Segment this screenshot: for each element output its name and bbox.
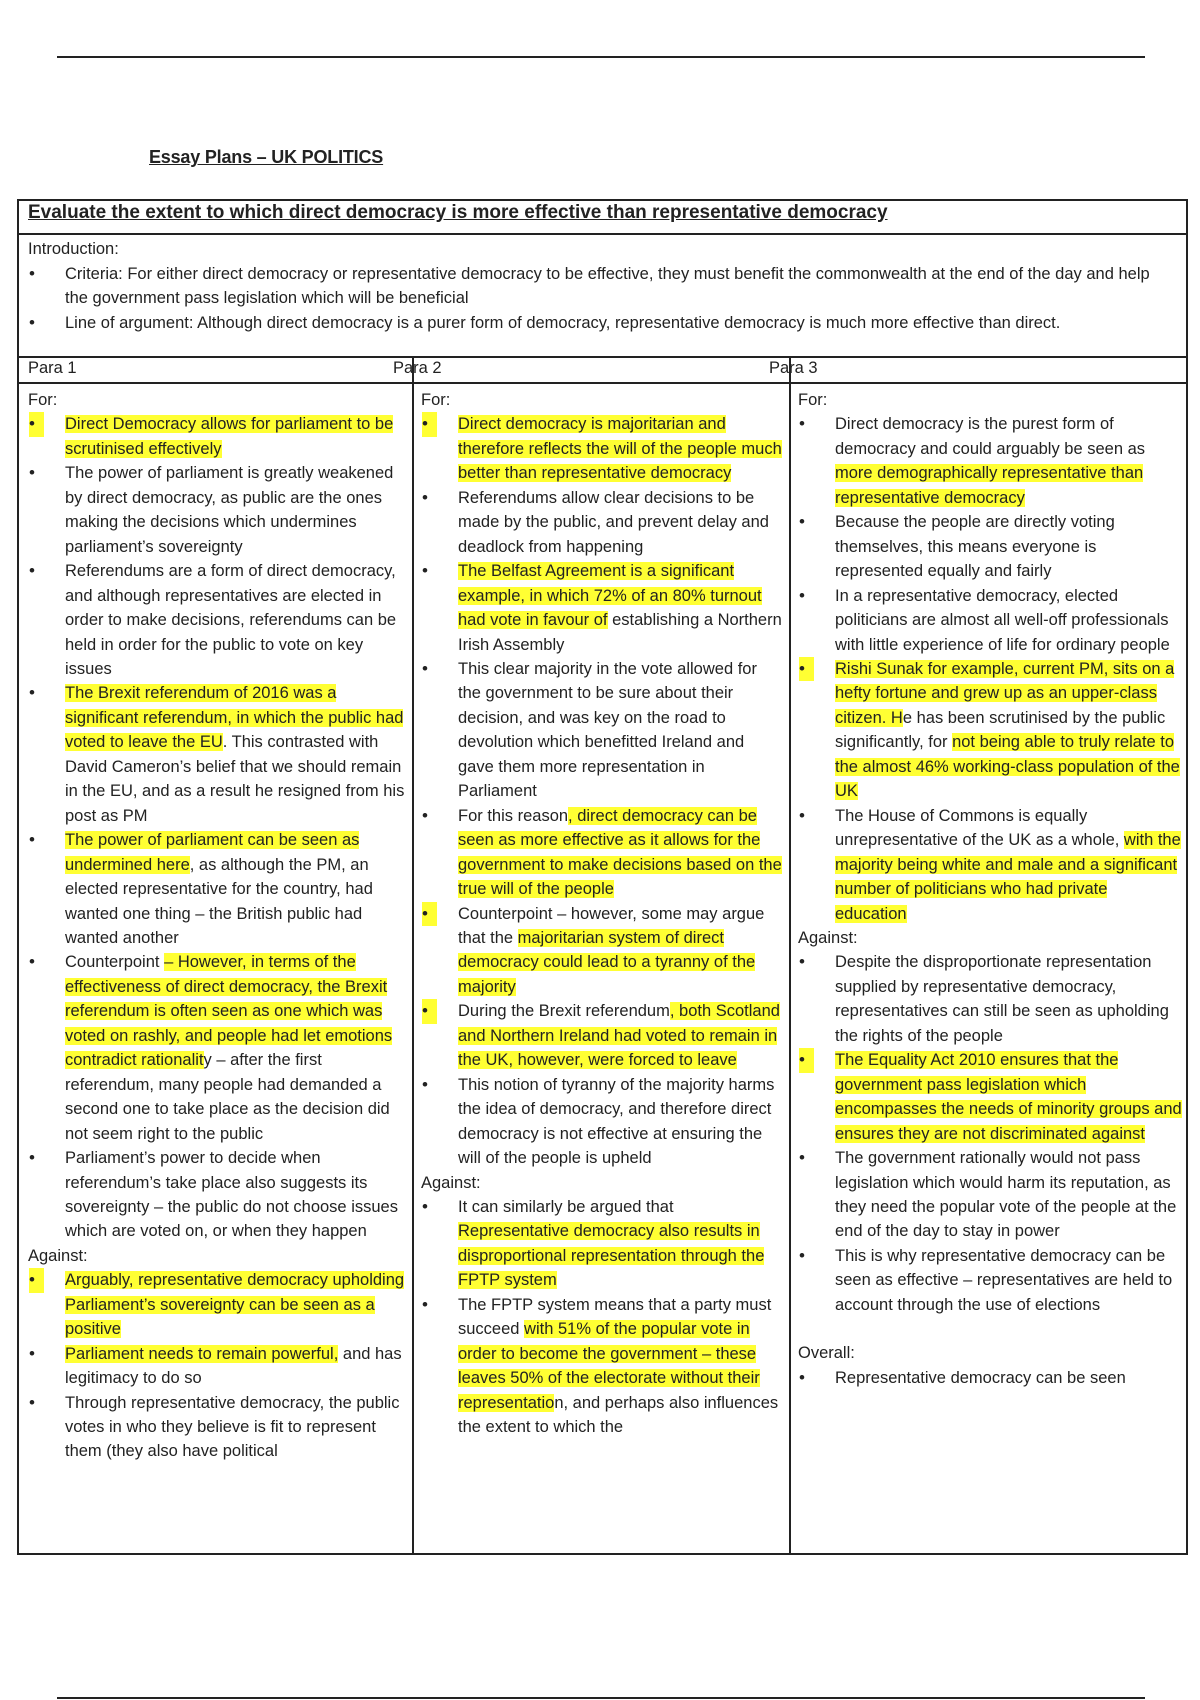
list-item: [28, 828, 406, 950]
highlighted-text: Direct democracy is majoritarian and therefore reflects the will of the people much better than representative democracy: [458, 415, 782, 483]
list-item: • Through representative democracy, the public votes in who they believe is fit to represent them (they also have political: [28, 1391, 406, 1464]
list-item: [421, 999, 783, 1072]
introduction-row: [19, 235, 1186, 358]
text: During the Brexit referendum: [458, 1002, 670, 1021]
spacer: [798, 1317, 1182, 1341]
text: Counterpoint – however, some may argue that the: [458, 904, 765, 947]
list-item: [421, 804, 783, 902]
list-item: [798, 1048, 1182, 1146]
list-item: [421, 559, 783, 657]
para2-for-label: For:: [421, 391, 451, 409]
footer-rule: [57, 1697, 1145, 1699]
highlighted-text: , direct democracy can be seen as more effective as it allows for the government to make decisions based on the true will of the people: [458, 806, 782, 899]
list-item: [28, 1268, 406, 1341]
para3-for-label: For:: [798, 391, 828, 409]
para2-heading: Para 2: [393, 359, 442, 377]
para3-for-list: [798, 412, 1182, 926]
introduction-criteria: • Criteria: For either direct democracy or representative democracy to be effective, they must benefit the commonwealth at the end of the day and help the government pass legislation which will be beneficial: [28, 262, 1177, 311]
list-item: [421, 1293, 783, 1440]
list-item: [28, 681, 406, 828]
highlighted-text: The Belfast Agreement is a significant example, in which 72% of an 80% turnout had vote in favour of: [458, 562, 762, 630]
list-item: • Referendums are a form of direct democracy, and although representatives are elected in order to make decisions, referendums can be held in order for the public to vote on key issues: [28, 559, 406, 681]
list-item: • Parliament’s power to decide when referendum’s take place also suggests its sovereignty – the public do not choose issues which are voted on, or when they happen: [28, 1146, 406, 1244]
para1-heading: Para 1: [28, 359, 77, 377]
essay-question-row: [19, 201, 1186, 235]
highlighted-text: Representative democracy also results in disproportional representation through the FPTP system: [458, 1222, 765, 1290]
para2-against-label: Against:: [421, 1173, 481, 1192]
text: It can similarly be argued that: [458, 1197, 674, 1216]
essay-question: Evaluate the extent to which direct democracy is more effective than representative democracy: [28, 202, 888, 223]
text: For this reason: [458, 806, 569, 825]
list-item: • Because the people are directly voting themselves, this means everyone is represented equally and fairly: [798, 510, 1182, 583]
list-item: • This clear majority in the vote allowed for the government to be sure about their decision, and was key on the road to devolution which benefitted Ireland and gave them more representation in Parliament: [421, 657, 783, 804]
list-item: • This notion of tyranny of the majority harms the idea of democracy, and therefore direct democracy is not effective at ensuring the will of the people is upheld: [421, 1073, 783, 1171]
highlighted-text: The Brexit referendum of 2016 was a significant referendum, in which the public had voted to leave the EU: [65, 684, 404, 752]
text: establishing a Northern Irish Assembly: [458, 611, 782, 654]
text: , as although the PM, an elected representative for the country, had wanted one thing – the British public had wanted another: [65, 855, 373, 947]
paragraph-heading-row: [19, 358, 1186, 384]
list-item: [421, 1195, 783, 1293]
para1-column: [19, 384, 412, 1553]
header-rule: [57, 56, 1145, 58]
list-item: [798, 804, 1182, 926]
para1-for-label: For:: [28, 391, 58, 409]
para3-heading: Para 3: [769, 359, 818, 377]
highlighted-text: with 51% of the popular vote in order to become the government – these leaves 50% of the electorate without their representatio: [458, 1320, 760, 1412]
list-item: • This is why representative democracy can be seen as effective – representatives are held to account through the use of elections: [798, 1244, 1182, 1317]
list-item: [421, 412, 783, 485]
list-item: • Referendums allow clear decisions to be made by the public, and prevent delay and deadlock from happening: [421, 486, 783, 559]
para3-overall-label: Overall:: [798, 1344, 855, 1363]
list-item: [28, 950, 406, 1146]
highlighted-text: majoritarian system of direct democracy could lead to a tyranny of the majority: [458, 928, 756, 996]
text: The FPTP system means that a party must succeed: [458, 1295, 772, 1339]
text: e has been scrutinised by the public significantly, for: [835, 708, 1166, 752]
highlighted-text: not being able to truly relate to the almost 46% working-class population of the UK: [835, 733, 1180, 801]
list-item: • Representative democracy can be seen: [798, 1366, 1182, 1390]
highlighted-text: – However, in terms of the effectiveness of direct democracy, the Brexit referendum is often seen as one which was voted on rashly, and people had let emotions contradict rationalit: [65, 953, 393, 1070]
document-title: Essay Plans – UK POLITICS: [149, 147, 384, 167]
list-item: [28, 412, 406, 461]
para1-for-list: [28, 412, 406, 1243]
list-item: • The power of parliament is greatly weakened by direct democracy, as public are the ones making the decisions which undermines parliament’s sovereignty: [28, 461, 406, 559]
list-item: • Despite the disproportionate representation supplied by representative democracy, representatives can still be seen as upholding the rights of the people: [798, 950, 1182, 1048]
text: . This contrasted with David Cameron’s belief that we should remain in the EU, and as a result he resigned from his post as PM: [65, 733, 405, 825]
highlighted-text: Arguably, representative democracy upholding Parliament’s sovereignty can be seen as a positive: [65, 1271, 405, 1339]
para3-overall-list: [798, 1366, 1182, 1390]
para2-against-list: [421, 1195, 783, 1440]
text: and has legitimacy to do so: [65, 1344, 402, 1388]
para1-against-list: [28, 1268, 406, 1464]
para2-column: [412, 384, 789, 1553]
highlighted-text: Rishi Sunak for example, current PM, sits on a hefty fortune and grew up as an upper-class citizen. H: [835, 659, 1175, 727]
highlighted-text: , both Scotland and Northern Ireland had voted to remain in the UK, however, were forced to leave: [458, 1002, 780, 1070]
highlighted-text: Direct Democracy allows for parliament to be scrutinised effectively: [65, 415, 394, 458]
list-item: [28, 1342, 406, 1391]
para2-for-list: [421, 412, 783, 1170]
para1-against-label: Against:: [28, 1246, 88, 1265]
highlighted-text: with the majority being white and male and a significant number of politicians who had private education: [835, 831, 1181, 923]
list-item: • The government rationally would not pass legislation which would harm its reputation, as they need the popular vote of the people at the end of the day to stay in power: [798, 1146, 1182, 1244]
highlighted-text: The Equality Act 2010 ensures that the government pass legislation which encompasses the needs of minority groups and ensures they are not discriminated against: [835, 1051, 1182, 1143]
highlighted-text: more demographically representative than representative democracy: [835, 464, 1144, 507]
text: Counterpoint: [65, 953, 165, 972]
highlighted-text: The power of parliament can be seen as undermined here: [65, 831, 360, 874]
text: n, and perhaps also influences the extent to which the: [458, 1393, 779, 1437]
para3-against-label: Against:: [798, 928, 858, 947]
essay-plan-table: [17, 199, 1188, 1555]
list-item: [798, 412, 1182, 510]
introduction-list: [28, 262, 1177, 336]
list-item: [421, 902, 783, 1000]
para3-against-list: [798, 950, 1182, 1317]
introduction-label: Introduction:: [28, 240, 119, 258]
highlighted-text: Parliament needs to remain powerful,: [65, 1344, 339, 1363]
text: y – after the first referendum, many people had demanded a second one to take place as the decision did not seem right to the public: [65, 1051, 390, 1143]
introduction-line-of-argument: • Line of argument: Although direct democracy is a purer form of democracy, representative democracy is much more effective than direct.: [28, 311, 1177, 336]
para3-column: [789, 384, 1188, 1553]
text: The House of Commons is equally unrepresentative of the UK as a whole,: [835, 806, 1124, 850]
list-item: [798, 657, 1182, 804]
text: Direct democracy is the purest form of democracy and could arguably be seen as: [835, 415, 1146, 458]
list-item: • In a representative democracy, elected politicians are almost all well-off professionals with little experience of life for ordinary people: [798, 584, 1182, 657]
